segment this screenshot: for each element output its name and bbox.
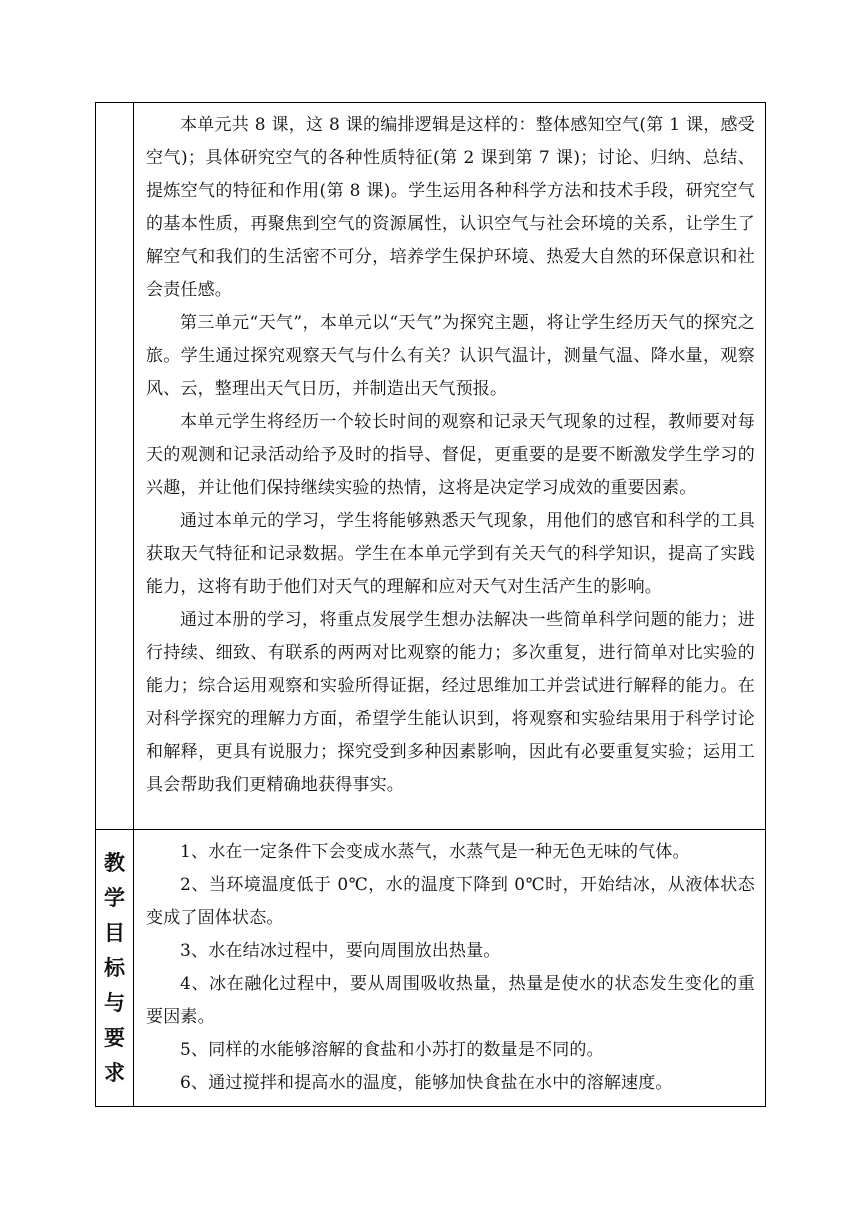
objective-item: 2、当环境温度低于 0℃，水的温度下降到 0℃时，开始结冰，从液体状态变成了固体状态。 xyxy=(146,875,755,928)
description-paragraph: 本单元学生将经历一个较长时间的观察和记录天气现象的过程，教师要对每天的观测和记录活动给予及时的指导、督促，更重要的是要不断激发学生学习的兴趣，并让他们保持继续实验的热情，这将是决定学习成效的重要因素。 xyxy=(146,412,755,498)
objective-item: 3、水在结冰过程中，要向周围放出热量。 xyxy=(180,941,501,961)
unit-description-cell xyxy=(134,103,766,830)
objectives-label-char: 要 xyxy=(104,1025,125,1050)
description-paragraph: 本单元共 8 课，这 8 课的编排逻辑是这样的：整体感知空气(第 1 课，感受空气)；具体研究空气的各种性质特征(第 2 课到第 7 课)；讨论、归纳、总结、提炼空气的特征和作用(第 8 课)。学生运用各种科学方法和技术手段，研究空气的基本性质，再聚焦到空气的资源属性，认识空气与社会环境的关系，让学生了解空气和我们的生活密不可分，培养学生保护环境、热爱大自然的环保意识和社会责任感。 xyxy=(146,115,755,300)
description-paragraph: 第三单元“天气”，本单元以“天气”为探究主题，将让学生经历天气的探究之旅。学生通过探究观察天气与什么有关？认识气温计，测量气温、降水量，观察风、云，整理出天气日历，并制造出天气预报。 xyxy=(146,313,755,399)
objective-item: 5、同样的水能够溶解的食盐和小苏打的数量是不同的。 xyxy=(180,1040,604,1060)
objectives-row xyxy=(96,830,766,1107)
description-paragraph: 通过本册的学习，将重点发展学生想办法解决一些简单科学问题的能力；进行持续、细致、有联系的两两对比观察的能力；多次重复，进行简单对比实验的能力；综合运用观察和实验所得证据，经过思维加工并尝试进行解释的能力。在对科学探究的理解力方面，希望学生能认识到，将观察和实验结果用于科学讨论和解释，更具有说服力；探究受到多种因素影响，因此有必要重复实验；运用工具会帮助我们更精确地获得事实。 xyxy=(146,610,755,795)
objectives-content-cell xyxy=(134,830,766,1107)
unit-description-row xyxy=(96,103,766,830)
objectives-label-char: 学 xyxy=(104,885,125,910)
objectives-label-char: 求 xyxy=(104,1060,125,1085)
objectives-label-char: 标 xyxy=(104,955,125,980)
lesson-plan-table xyxy=(95,102,766,1107)
description-paragraph: 通过本单元的学习，学生将能够熟悉天气现象，用他们的感官和科学的工具获取天气特征和记录数据。学生在本单元学到有关天气的科学知识，提高了实践能力，这将有助于他们对天气的理解和应对天气对生活产生的影响。 xyxy=(146,511,755,597)
objectives-label-char: 与 xyxy=(104,990,125,1015)
objectives-label-cell xyxy=(96,830,134,1107)
objective-item: 4、冰在融化过程中，要从周围吸收热量，热量是使水的状态发生变化的重要因素。 xyxy=(146,974,755,1027)
objective-item: 6、通过搅拌和提高水的温度，能够加快食盐在水中的溶解速度。 xyxy=(180,1073,673,1093)
objective-item: 1、水在一定条件下会变成水蒸气，水蒸气是一种无色无味的气体。 xyxy=(180,842,690,862)
objectives-label-char: 目 xyxy=(104,920,125,945)
empty-label-cell xyxy=(96,103,134,830)
objectives-label-char: 教 xyxy=(104,850,125,875)
